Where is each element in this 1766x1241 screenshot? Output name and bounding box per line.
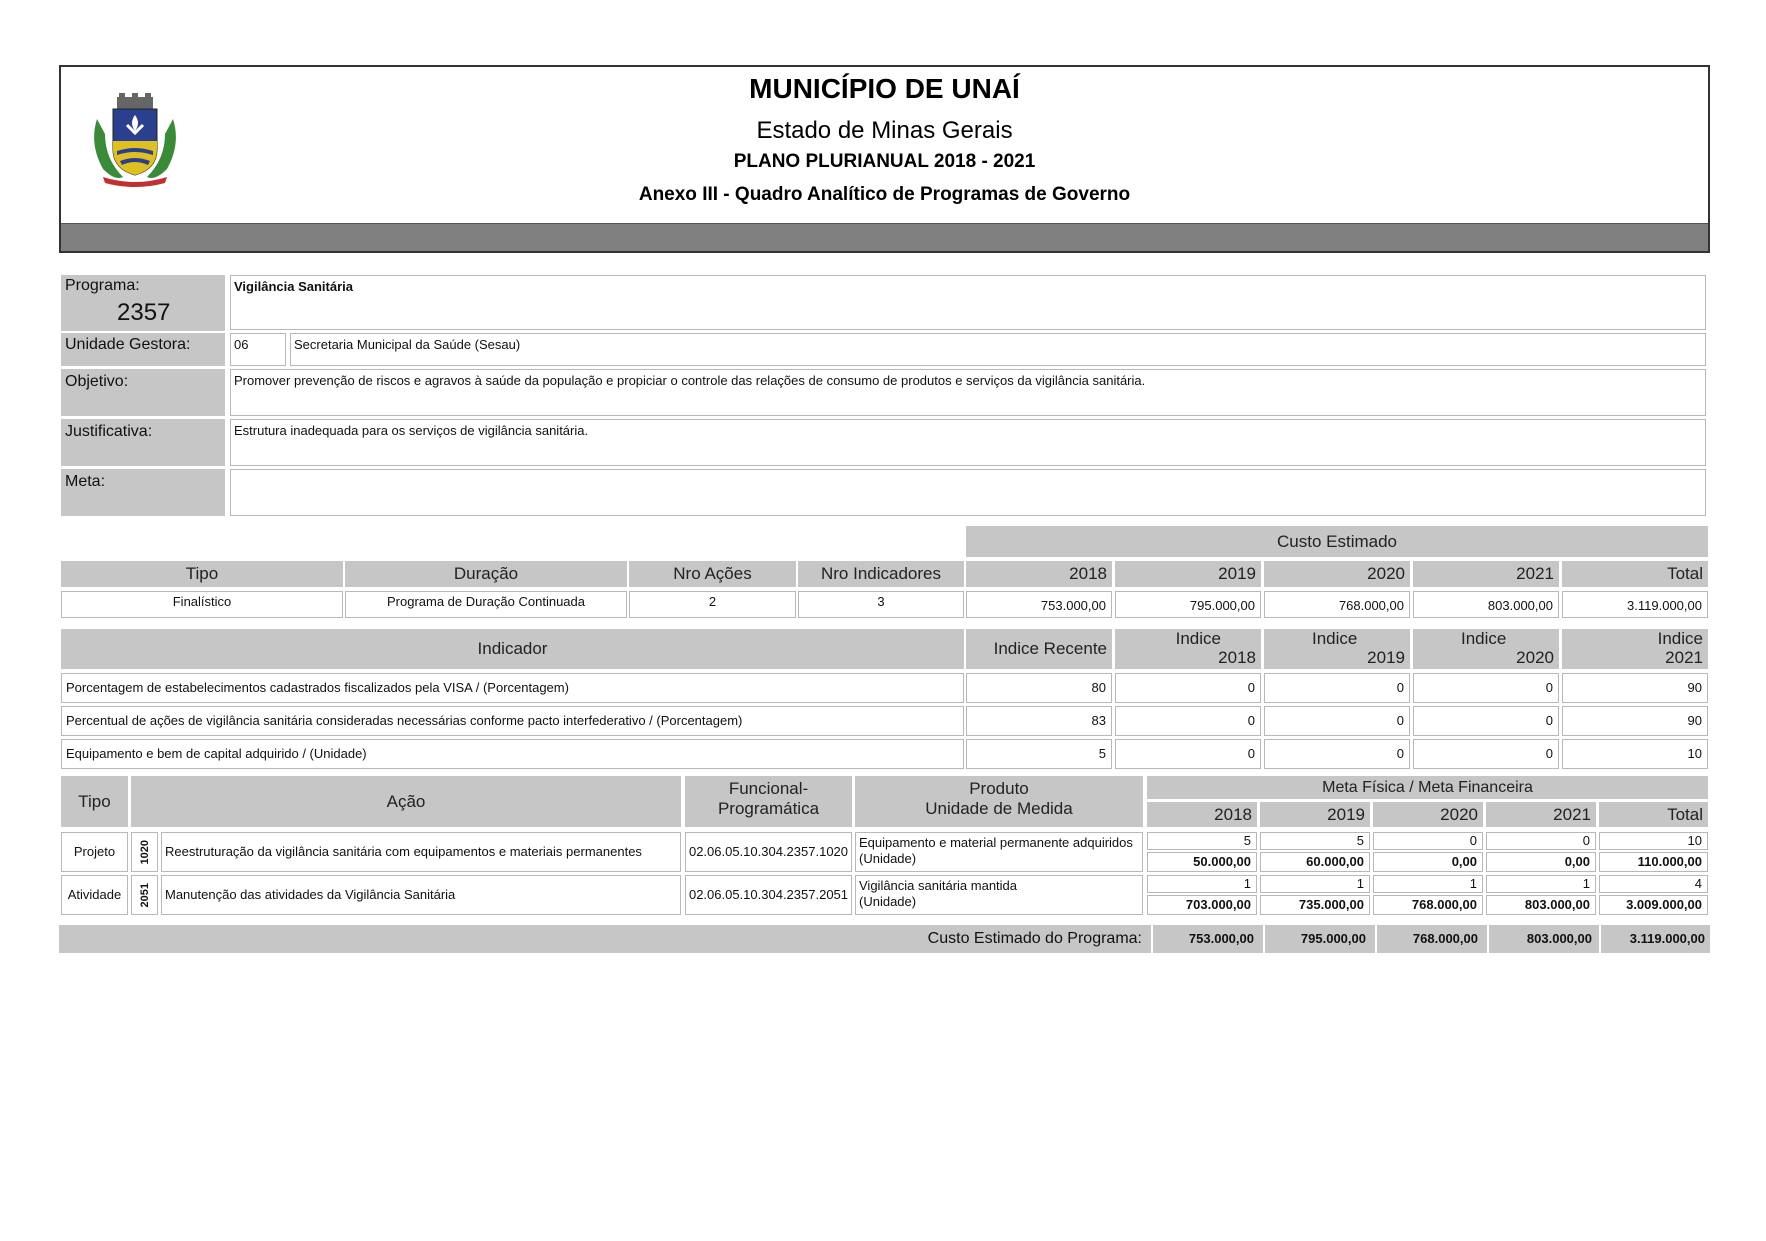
action-header-funcional-b: Programática: [717, 799, 820, 818]
objetivo-text: Promover prevenção de riscos e agravos à saúde da população e propiciar o controle das relações de consumo de produtos e serviços da vigilância sanitária.: [234, 373, 1146, 388]
action-header-funcional: [685, 776, 852, 827]
action-row-2-fisica-2019: 1: [1260, 875, 1370, 893]
indicator-header-2019: [1264, 629, 1410, 669]
action-row-2-financeira-2021: 803.000,00: [1486, 895, 1596, 915]
action-row-1-fisica-2021: 0: [1486, 832, 1596, 850]
indicator-row-3-name: Equipamento e bem de capital adquirido / (Unidade): [61, 739, 964, 769]
summary-cell-duracao: Programa de Duração Continuada: [345, 591, 627, 618]
indicator-header-2020-a: Indice: [1461, 629, 1507, 648]
action-row-1-fisica-total: 10: [1599, 832, 1708, 850]
indicator-header-recente: Indice Recente: [966, 629, 1112, 669]
indicator-row-1-2020: 0: [1413, 673, 1559, 703]
meta-label: Meta:: [65, 473, 106, 490]
indicator-header-2018-a: Indice: [1175, 629, 1221, 648]
summary-cell-total: 3.119.000,00: [1562, 591, 1708, 618]
action-row-2-fisica-2020: 1: [1373, 875, 1483, 893]
objetivo-label: Objetivo:: [65, 373, 129, 390]
action-row-2-fisica-2018: 1: [1147, 875, 1257, 893]
indicator-row-3-2020: 0: [1413, 739, 1559, 769]
summary-cell-tipo: Finalístico: [61, 591, 343, 618]
indicator-header-indicador: Indicador: [61, 629, 964, 669]
indicator-header-2021-b: 2021: [1665, 648, 1703, 667]
indicator-row-2-2020: 0: [1413, 706, 1559, 736]
summary-header-2019: 2019: [1115, 561, 1261, 587]
summary-cell-2020: 768.000,00: [1264, 591, 1410, 618]
indicator-row-2-recente: 83: [966, 706, 1112, 736]
action-row-1-code-cell: [131, 832, 158, 872]
unidade-label: Unidade Gestora:: [65, 336, 191, 353]
unidade-label-cell: [61, 333, 225, 366]
page-header: [59, 65, 1710, 253]
summary-cell-2019: 795.000,00: [1115, 591, 1261, 618]
indicator-row-1-2021: 90: [1562, 673, 1708, 703]
program-name: Vigilância Sanitária: [234, 279, 353, 294]
action-row-1-financeira-2018: 50.000,00: [1147, 852, 1257, 872]
justificativa-cell: [230, 419, 1706, 466]
indicator-header-2021-a: Indice: [1657, 629, 1703, 648]
annex-title: Anexo III - Quadro Analítico de Programas de Governo: [638, 184, 1131, 205]
program-cost-total: 3.119.000,00: [1599, 925, 1710, 953]
action-row-2-produto-b: (Unidade): [859, 894, 917, 909]
objetivo-cell: [230, 369, 1706, 416]
action-row-1-fisica-2018: 5: [1147, 832, 1257, 850]
program-label: Programa:: [65, 277, 140, 294]
summary-header-total: Total: [1562, 561, 1708, 587]
action-row-1-financeira-total: 110.000,00: [1599, 852, 1708, 872]
program-cost-2019: 795.000,00: [1263, 925, 1371, 953]
action-header-year-2020: 2020: [1373, 802, 1483, 827]
action-row-1-fisica-2020: 0: [1373, 832, 1483, 850]
indicator-row-1-recente: 80: [966, 673, 1112, 703]
action-header-tipo: Tipo: [61, 776, 128, 827]
action-row-2-fisica-2021: 1: [1486, 875, 1596, 893]
summary-cell-nro-acoes: 2: [629, 591, 796, 618]
summary-header-tipo: Tipo: [61, 561, 343, 587]
action-row-2-produto-a: Vigilância sanitária mantida: [859, 878, 1018, 893]
action-header-produto-a: Produto: [969, 779, 1029, 798]
indicator-header-2021: [1562, 629, 1708, 669]
action-header-year-2019: 2019: [1260, 802, 1370, 827]
action-row-1-tipo: Projeto: [61, 832, 128, 872]
meta-cell: [230, 469, 1706, 516]
action-row-2-financeira-2018: 703.000,00: [1147, 895, 1257, 915]
action-row-2-acao: Manutenção das atividades da Vigilância Sanitária: [161, 875, 681, 915]
program-cost-2020: 768.000,00: [1375, 925, 1483, 953]
action-header-funcional-a: Funcional-: [728, 779, 809, 798]
action-row-2-code-cell: [131, 875, 158, 915]
indicator-row-3-recente: 5: [966, 739, 1112, 769]
action-row-1-acao: Reestruturação da vigilância sanitária com equipamentos e materiais permanentes: [161, 832, 681, 872]
action-row-1-produto-a: Equipamento e material permanente adquiridos: [859, 835, 1133, 850]
action-row-1-funcional: 02.06.05.10.304.2357.1020: [685, 832, 852, 872]
action-row-2-financeira-2020: 768.000,00: [1373, 895, 1483, 915]
meta-label-cell: [61, 469, 225, 516]
summary-cell-nro-indicadores: 3: [798, 591, 964, 618]
action-row-2-financeira-2019: 735.000,00: [1260, 895, 1370, 915]
summary-header-2020: 2020: [1264, 561, 1410, 587]
action-header-year-total: Total: [1599, 802, 1708, 827]
unit-name: Secretaria Municipal da Saúde (Sesau): [294, 337, 521, 352]
indicator-header-2018-b: 2018: [1218, 648, 1256, 667]
summary-cell-2021: 803.000,00: [1413, 591, 1559, 618]
summary-header-nro-acoes: Nro Ações: [629, 561, 796, 587]
summary-header-2018: 2018: [966, 561, 1112, 587]
program-name-cell: [230, 275, 1706, 330]
action-row-2-tipo: Atividade: [61, 875, 128, 915]
objetivo-label-cell: [61, 369, 225, 416]
custo-estimado-header: Custo Estimado: [966, 526, 1708, 557]
indicator-row-3-2018: 0: [1115, 739, 1261, 769]
action-row-2-code: 2051: [138, 882, 151, 908]
action-row-1-produto: [855, 832, 1143, 872]
action-header-acao: Ação: [131, 776, 681, 827]
action-header-year-2021: 2021: [1486, 802, 1596, 827]
action-row-2-financeira-total: 3.009.000,00: [1599, 895, 1708, 915]
justificativa-text: Estrutura inadequada para os serviços de vigilância sanitária.: [234, 423, 589, 438]
indicator-row-3-2019: 0: [1264, 739, 1410, 769]
summary-cell-2018: 753.000,00: [966, 591, 1112, 618]
action-row-1-produto-b: (Unidade): [859, 851, 917, 866]
summary-header-2021: 2021: [1413, 561, 1559, 587]
action-row-1-code: 1020: [138, 839, 151, 865]
indicator-row-3-2021: 10: [1562, 739, 1708, 769]
indicator-row-1-2018: 0: [1115, 673, 1261, 703]
indicator-row-2-2021: 90: [1562, 706, 1708, 736]
action-row-1-financeira-2021: 0,00: [1486, 852, 1596, 872]
indicator-row-2-2018: 0: [1115, 706, 1261, 736]
action-header-year-2018: 2018: [1147, 802, 1257, 827]
header-band: [61, 223, 1708, 251]
municipality-title: MUNICÍPIO DE UNAÍ: [749, 73, 1020, 104]
state-subtitle: Estado de Minas Gerais: [756, 117, 1013, 144]
indicator-row-2-2019: 0: [1264, 706, 1410, 736]
action-row-1-financeira-2020: 0,00: [1373, 852, 1483, 872]
program-cost-label: Custo Estimado do Programa:: [927, 930, 1142, 947]
action-header-meta: Meta Física / Meta Financeira: [1147, 776, 1708, 799]
indicator-header-2019-a: Indice: [1312, 629, 1358, 648]
justificativa-label: Justificativa:: [65, 423, 153, 440]
summary-header-duracao: Duração: [345, 561, 627, 587]
indicator-header-2018: [1115, 629, 1261, 669]
indicator-row-1-name: Porcentagem de estabelecimentos cadastrados fiscalizados pela VISA / (Porcentagem): [61, 673, 964, 703]
indicator-row-1-2019: 0: [1264, 673, 1410, 703]
indicator-header-2020-b: 2020: [1516, 648, 1554, 667]
program-cost-2021: 803.000,00: [1487, 925, 1597, 953]
unit-name-cell: [290, 333, 1706, 366]
program-number: 2357: [117, 299, 171, 326]
unit-code-cell: [230, 333, 286, 366]
action-row-1-fisica-2019: 5: [1260, 832, 1370, 850]
program-label-cell: [61, 275, 225, 331]
action-header-produto-b: Unidade de Medida: [925, 799, 1073, 818]
summary-header-nro-indicadores: Nro Indicadores: [798, 561, 964, 587]
indicator-row-2-name: Percentual de ações de vigilância sanitária consideradas necessárias conforme pacto interfederativo / (Porcentagem): [61, 706, 964, 736]
indicator-header-2019-b: 2019: [1367, 648, 1405, 667]
action-row-2-fisica-total: 4: [1599, 875, 1708, 893]
action-header-produto: [855, 776, 1143, 827]
indicator-header-2020: [1413, 629, 1559, 669]
program-cost-2018: 753.000,00: [1151, 925, 1259, 953]
action-row-2-produto: [855, 875, 1143, 915]
justificativa-label-cell: [61, 419, 225, 466]
plan-title: PLANO PLURIANUAL 2018 - 2021: [733, 151, 1036, 172]
unit-code: 06: [234, 337, 249, 352]
action-row-1-financeira-2019: 60.000,00: [1260, 852, 1370, 872]
action-row-2-funcional: 02.06.05.10.304.2357.2051: [685, 875, 852, 915]
